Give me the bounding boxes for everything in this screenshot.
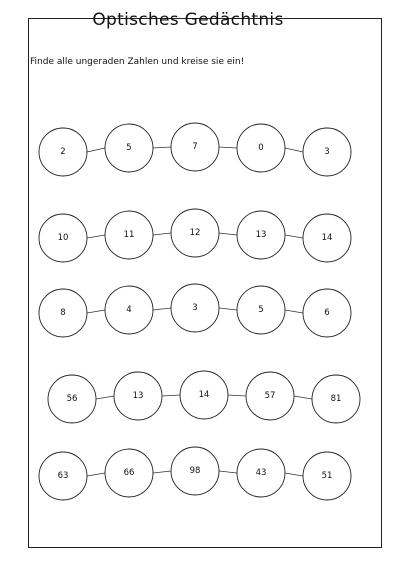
circle-number: 7 bbox=[192, 142, 198, 152]
connector-line bbox=[87, 148, 105, 152]
number-row bbox=[39, 123, 351, 176]
connector-line bbox=[96, 396, 114, 399]
number-circle[interactable] bbox=[39, 128, 87, 176]
connector-line bbox=[153, 147, 171, 148]
number-circle[interactable] bbox=[39, 289, 87, 337]
circle-number: 8 bbox=[60, 308, 66, 318]
number-circle[interactable] bbox=[303, 452, 351, 500]
number-circle[interactable] bbox=[171, 447, 219, 495]
connector-line bbox=[87, 310, 105, 313]
connector-line bbox=[219, 308, 237, 310]
circle-number: 14 bbox=[198, 390, 210, 400]
number-circle[interactable] bbox=[171, 209, 219, 257]
circle-number: 3 bbox=[324, 147, 330, 157]
number-circle[interactable] bbox=[39, 452, 87, 500]
number-circle[interactable] bbox=[237, 124, 285, 172]
circle-number: 63 bbox=[57, 471, 69, 481]
number-row bbox=[39, 209, 351, 262]
connector-line bbox=[219, 471, 237, 473]
connector-line bbox=[228, 395, 246, 396]
circle-number: 4 bbox=[126, 305, 132, 315]
connector-line bbox=[87, 235, 105, 238]
number-circle[interactable] bbox=[246, 372, 294, 420]
circle-number: 51 bbox=[321, 471, 333, 481]
instruction-text: Finde alle ungeraden Zahlen und kreise sie ein! bbox=[30, 57, 245, 67]
connector-line bbox=[153, 308, 171, 310]
circle-number: 14 bbox=[321, 233, 333, 243]
number-circle[interactable] bbox=[180, 371, 228, 419]
circle-number: 66 bbox=[123, 468, 135, 478]
connector-line bbox=[153, 471, 171, 473]
circle-number: 5 bbox=[258, 305, 264, 315]
connector-line bbox=[285, 148, 303, 152]
number-circle[interactable] bbox=[312, 375, 360, 423]
number-circle[interactable] bbox=[114, 372, 162, 420]
number-row bbox=[39, 447, 351, 500]
circle-number: 56 bbox=[66, 394, 78, 404]
circle-number: 43 bbox=[255, 468, 267, 478]
circle-number: 11 bbox=[123, 230, 135, 240]
connector-line bbox=[219, 233, 237, 235]
number-circle[interactable] bbox=[105, 211, 153, 259]
circle-number: 5 bbox=[126, 143, 132, 153]
number-row bbox=[48, 371, 360, 423]
connector-line bbox=[285, 235, 303, 238]
number-circle[interactable] bbox=[303, 289, 351, 337]
circle-number: 13 bbox=[255, 230, 267, 240]
connector-line bbox=[285, 473, 303, 476]
page-title: Optisches Gedächtnis bbox=[92, 10, 284, 30]
number-circle[interactable] bbox=[48, 375, 96, 423]
number-circle[interactable] bbox=[39, 214, 87, 262]
number-circle[interactable] bbox=[105, 124, 153, 172]
circle-number: 0 bbox=[258, 143, 264, 153]
number-circle[interactable] bbox=[237, 211, 285, 259]
connector-line bbox=[294, 396, 312, 399]
number-circle[interactable] bbox=[237, 449, 285, 497]
circle-number: 13 bbox=[132, 391, 144, 401]
number-circle[interactable] bbox=[237, 286, 285, 334]
number-circle[interactable] bbox=[171, 123, 219, 171]
circle-number: 81 bbox=[330, 394, 342, 404]
number-circle[interactable] bbox=[105, 449, 153, 497]
circle-number: 10 bbox=[57, 233, 69, 243]
connector-line bbox=[153, 233, 171, 235]
connector-line bbox=[162, 395, 180, 396]
circle-number: 6 bbox=[324, 308, 330, 318]
connector-line bbox=[87, 473, 105, 476]
number-circle[interactable] bbox=[303, 128, 351, 176]
number-row bbox=[39, 284, 351, 337]
number-circle[interactable] bbox=[171, 284, 219, 332]
circle-number: 2 bbox=[60, 147, 66, 157]
circle-number: 98 bbox=[189, 466, 201, 476]
circle-number: 3 bbox=[192, 303, 198, 313]
connector-line bbox=[219, 147, 237, 148]
circle-number: 12 bbox=[189, 228, 201, 238]
circle-number: 57 bbox=[264, 391, 276, 401]
number-circle[interactable] bbox=[105, 286, 153, 334]
connector-line bbox=[285, 310, 303, 313]
number-circle[interactable] bbox=[303, 214, 351, 262]
